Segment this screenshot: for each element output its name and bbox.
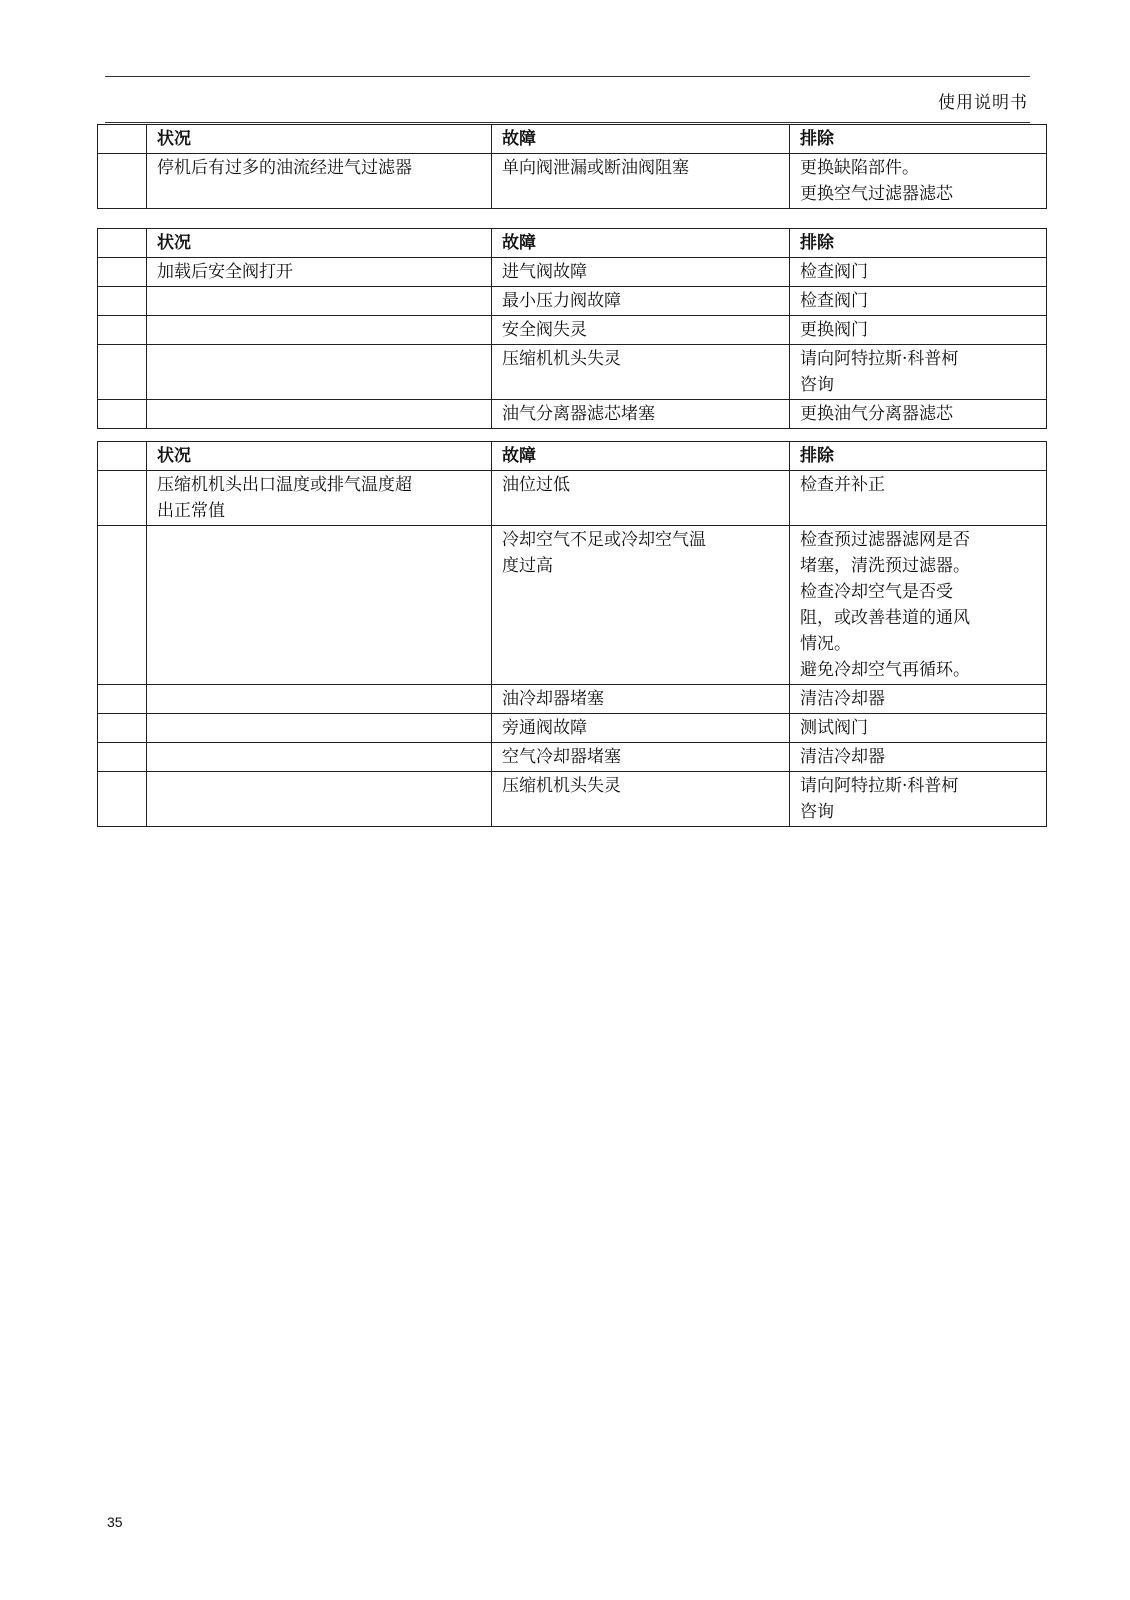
- table-row: [98, 526, 1047, 685]
- status-cell: [147, 526, 492, 685]
- fault-cell: 旁通阀故障: [492, 714, 790, 743]
- table-row: [98, 743, 1047, 772]
- remedy-cell: 清洁冷却器: [790, 685, 1047, 714]
- table-header-row: [98, 229, 1047, 258]
- fault-cell: 安全阀失灵: [492, 316, 790, 345]
- fault-cell: 油气分离器滤芯堵塞: [492, 400, 790, 429]
- status-cell: [147, 714, 492, 743]
- index-cell: [98, 287, 147, 316]
- fault-cell: 进气阀故障: [492, 258, 790, 287]
- status-cell: [147, 400, 492, 429]
- table-row: [98, 714, 1047, 743]
- table-row: [98, 287, 1047, 316]
- header-rule-top: [105, 76, 1030, 77]
- remedy-cell: 检查阀门: [790, 258, 1047, 287]
- index-cell: [98, 526, 147, 685]
- remedy-cell: 检查阀门: [790, 287, 1047, 316]
- table-row: [98, 316, 1047, 345]
- fault-cell: 压缩机机头失灵: [492, 772, 790, 827]
- index-cell: [98, 154, 147, 209]
- index-cell: [98, 316, 147, 345]
- table-row: [98, 471, 1047, 526]
- remedy-cell: 更换阀门: [790, 316, 1047, 345]
- header-status: 状况: [147, 229, 492, 258]
- remedy-cell: 更换油气分离器滤芯: [790, 400, 1047, 429]
- remedy-cell: 更换缺陷部件。 更换空气过滤器滤芯: [790, 154, 1047, 209]
- status-cell: [147, 772, 492, 827]
- index-cell: [98, 471, 147, 526]
- index-cell: [98, 685, 147, 714]
- fault-cell: 压缩机机头失灵: [492, 345, 790, 400]
- table-row: [98, 685, 1047, 714]
- table-row: [98, 772, 1047, 827]
- fault-cell: 冷却空气不足或冷却空气温 度过高: [492, 526, 790, 685]
- header-title: 使用说明书: [938, 93, 1028, 113]
- table-row: [98, 154, 1047, 209]
- index-cell: [98, 125, 147, 154]
- remedy-cell: 检查预过滤器滤网是否 堵塞，清洗预过滤器。 检查冷却空气是否受 阻，或改善巷道的通风 情况。 避免冷却空气再循环。: [790, 526, 1047, 685]
- remedy-cell: 测试阀门: [790, 714, 1047, 743]
- fault-cell: 油冷却器堵塞: [492, 685, 790, 714]
- fault-cell: 最小压力阀故障: [492, 287, 790, 316]
- table-row: [98, 345, 1047, 400]
- fault-cell: 单向阀泄漏或断油阀阻塞: [492, 154, 790, 209]
- index-cell: [98, 743, 147, 772]
- status-cell: 加载后安全阀打开: [147, 258, 492, 287]
- troubleshooting-table-1: [97, 124, 1047, 209]
- header-remedy: 排除: [790, 229, 1047, 258]
- status-cell: [147, 345, 492, 400]
- index-cell: [98, 258, 147, 287]
- index-cell: [98, 714, 147, 743]
- index-cell: [98, 229, 147, 258]
- header-status: 状况: [147, 442, 492, 471]
- index-cell: [98, 772, 147, 827]
- status-cell: [147, 685, 492, 714]
- status-cell: [147, 287, 492, 316]
- troubleshooting-table-2: [97, 228, 1047, 429]
- status-cell: [147, 743, 492, 772]
- page-number: 35: [107, 1514, 123, 1530]
- table-header-row: [98, 442, 1047, 471]
- fault-cell: 空气冷却器堵塞: [492, 743, 790, 772]
- index-cell: [98, 345, 147, 400]
- table-row: [98, 258, 1047, 287]
- status-cell: 压缩机机头出口温度或排气温度超 出正常值: [147, 471, 492, 526]
- remedy-cell: 请向阿特拉斯·科普柯 咨询: [790, 345, 1047, 400]
- header-fault: 故障: [492, 229, 790, 258]
- index-cell: [98, 400, 147, 429]
- troubleshooting-table-3: [97, 441, 1047, 827]
- remedy-cell: 检查并补正: [790, 471, 1047, 526]
- header-remedy: 排除: [790, 125, 1047, 154]
- header-fault: 故障: [492, 442, 790, 471]
- table-header-row: [98, 125, 1047, 154]
- remedy-cell: 清洁冷却器: [790, 743, 1047, 772]
- index-cell: [98, 442, 147, 471]
- status-cell: 停机后有过多的油流经进气过滤器: [147, 154, 492, 209]
- status-cell: [147, 316, 492, 345]
- header-remedy: 排除: [790, 442, 1047, 471]
- header-status: 状况: [147, 125, 492, 154]
- remedy-cell: 请向阿特拉斯·科普柯 咨询: [790, 772, 1047, 827]
- header-fault: 故障: [492, 125, 790, 154]
- table-row: [98, 400, 1047, 429]
- header-rule-bottom: [105, 122, 1030, 123]
- fault-cell: 油位过低: [492, 471, 790, 526]
